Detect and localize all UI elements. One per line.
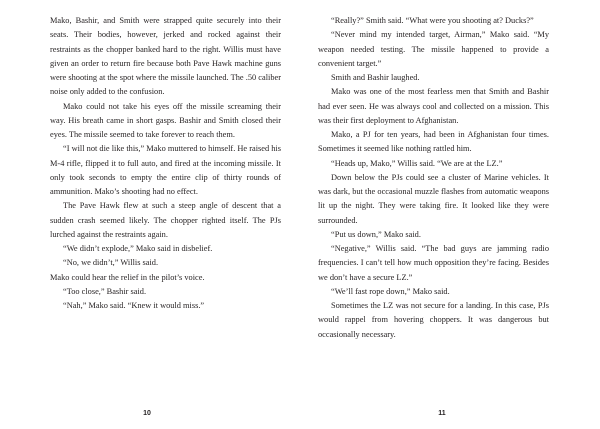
left-page-text [50, 14, 281, 313]
paragraph: “Too close,” Bashir said. [63, 286, 147, 296]
paragraph: “We didn’t explode,” Mako said in disbelief. [63, 244, 213, 253]
paragraph: “Nah,” Mako said. “Knew it would miss.” [63, 301, 205, 310]
paragraph: The Pave Hawk flew at such a steep angle of descent that a sudden crash seemed likely. The chopper righted itself. The PJs lurched against the restraints again. [50, 201, 281, 239]
right-page [300, 0, 600, 429]
paragraph: “No, we didn’t,” Willis said. [63, 258, 159, 268]
paragraph: Mako, Bashir, and Smith were strapped quite securely into their seats. Their bodies, however, jerked and rocked against their restraints as the chopper banked hard to the right. Willis must have given an order to return fire because both Pave Hawk machine guns were shooting at the spot where the missile launched. The .50 caliber noise only added to the confusion. [50, 16, 281, 97]
paragraph: “We’ll fast rope down,” Mako said. [331, 286, 450, 296]
right-page-text [318, 14, 549, 342]
paragraph: Sometimes the LZ was not secure for a landing. In this case, PJs would rappel from hovering choppers. It was dangerous but occasionally necessary. [318, 301, 549, 339]
paragraph: Mako could hear the relief in the pilot’s voice. [50, 272, 205, 282]
page-number: 11 [438, 410, 446, 417]
page-number: 10 [143, 410, 151, 417]
paragraph: “I will not die like this,” Mako muttered to himself. He raised his M-4 rifle, flipped it to full auto, and fired at the incoming missile. It only took seconds to empty the entire clip of thirty rounds of ammunition. Mako’s shooting had no effect. [50, 144, 281, 196]
paragraph: “Never mind my intended target, Airman,” Mako said. “My weapon needed testing. The missile happened to provide a convenient target.” [318, 30, 549, 68]
paragraph: “Really?” Smith said. “What were you shooting at? Ducks?” [331, 16, 534, 25]
paragraph: Mako, a PJ for ten years, had been in Afghanistan four times. Sometimes it seemed like nothing rattled him. [318, 130, 549, 154]
paragraph: “Put us down,” Mako said. [331, 229, 421, 239]
paragraph: Down below the PJs could see a cluster of Marine vehicles. It was dark, but the occasional muzzle flashes from automatic weapons lit up the night. They were taking fire. It looked like they were surrounded. [318, 172, 549, 225]
paragraph: Mako was one of the most fearless men that Smith and Bashir had ever seen. He was always cool and collected on a mission. This was their first deployment to Afghanistan. [318, 87, 549, 125]
paragraph: “Heads up, Mako,” Willis said. “We are at the LZ.” [331, 158, 503, 168]
paragraph: Mako could not take his eyes off the missile screaming their way. His breath came in short gasps. Bashir and Smith closed their eyes. The missile seemed to take forever to reach them. [50, 101, 281, 139]
paragraph: Smith and Bashir laughed. [331, 73, 420, 82]
paragraph: “Negative,” Willis said. “The bad guys are jamming radio frequencies. I can’t tell how much opposition they’re facing. Besides we don’t have a secure LZ.” [318, 244, 549, 282]
